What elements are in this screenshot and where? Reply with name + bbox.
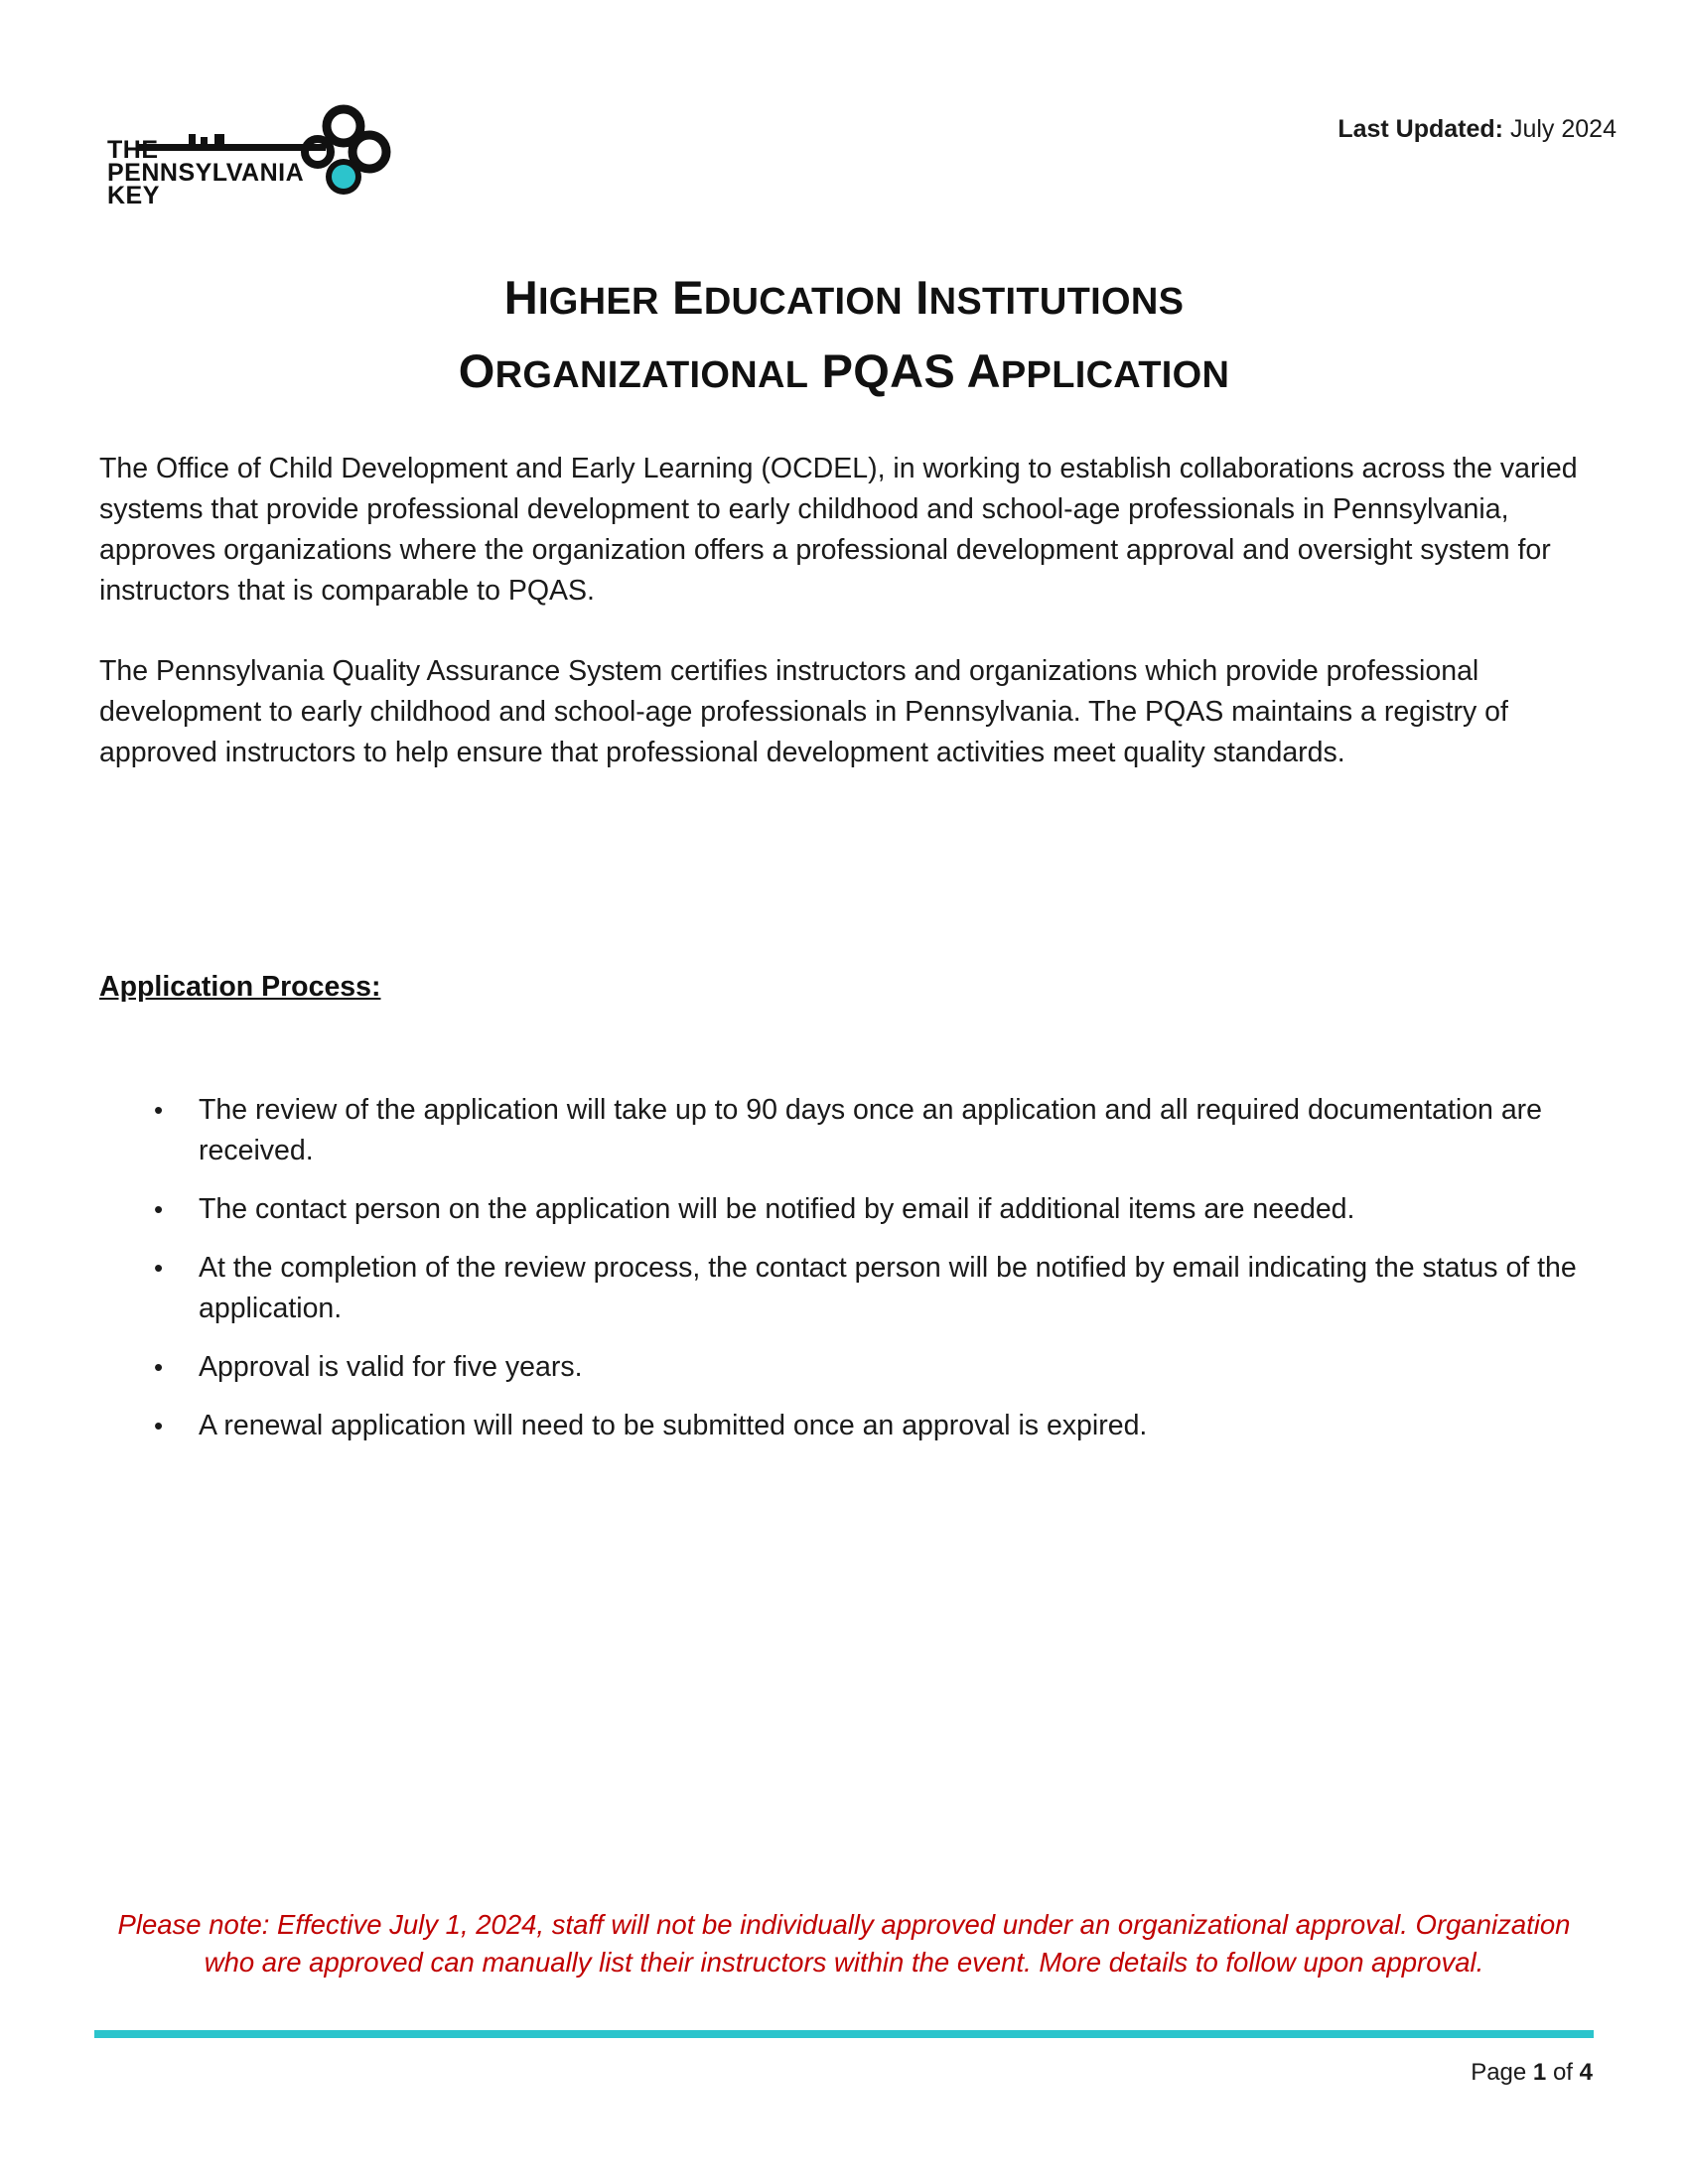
list-item	[99, 1347, 1589, 1388]
page-number	[1471, 2059, 1593, 2087]
bullet-icon: •	[154, 1352, 164, 1382]
document-title-line-2	[0, 343, 1688, 398]
intro-paragraph-2: The Pennsylvania Quality Assurance System certifies instructors and organizations which provide professional development to early childhood and school-age professionals in Pennsylvania. The PQAS maintains a registry of approved instructors to help ensure that professional development activities meet quality standards.	[99, 655, 1508, 768]
list-item	[99, 1248, 1589, 1329]
note-line-2: who are approved can manually list their instructors within the event. More details to follow upon approval.	[204, 1947, 1484, 1978]
list-item-text: The review of the application will take up to 90 days once an application and all required documentation are received.	[199, 1094, 1543, 1166]
list-item	[99, 1189, 1589, 1230]
title-word-rest: DUCATION	[703, 281, 903, 323]
please-note	[79, 1906, 1609, 1981]
title-word-cap: H	[503, 271, 538, 324]
footer-divider	[94, 2030, 1594, 2038]
last-updated	[1337, 115, 1617, 144]
note-line-1: Please note: Effective July 1, 2024, staff will not be individually approved under an organizational approval. Organization	[117, 1909, 1571, 1940]
title-word-cap: A	[966, 344, 1001, 397]
application-process-list	[99, 1090, 1589, 1464]
logo-wordmark	[107, 136, 305, 209]
title-word-cap: I	[915, 271, 929, 324]
logo-line-3: KEY	[107, 182, 160, 209]
bullet-icon: •	[154, 1095, 164, 1125]
of-word: of	[1552, 2059, 1573, 2086]
document-title-line-1	[0, 270, 1688, 325]
last-updated-value: July 2024	[1509, 115, 1617, 143]
page-word: Page	[1471, 2059, 1527, 2086]
title-word-cap: PQAS	[821, 344, 956, 397]
logo-line-2: PENNSYLVANIA	[107, 159, 305, 187]
title-word-cap: O	[458, 344, 495, 397]
list-item	[99, 1090, 1589, 1171]
title-word-rest: RGANIZATIONAL	[494, 354, 809, 396]
pennsylvania-key-logo	[107, 101, 405, 210]
list-item-text: A renewal application will need to be submitted once an approval is expired.	[199, 1410, 1148, 1441]
page-total: 4	[1579, 2059, 1593, 2086]
page-current: 1	[1532, 2059, 1547, 2086]
intro-paragraph-1: The Office of Child Development and Early Learning (OCDEL), in working to establish collaborations across the varied systems that provide professional development to early childhood and school-age professionals in Pennsylvania, approves organizations where the organization offers a professional development approval and oversight system for instructors that is comparable to PQAS.	[99, 453, 1578, 607]
list-item-text: Approval is valid for five years.	[199, 1351, 583, 1383]
application-process-heading: Application Process:	[99, 971, 381, 1003]
title-word-rest: NSTITUTIONS	[928, 281, 1185, 323]
list-item	[99, 1406, 1589, 1446]
bullet-icon: •	[154, 1411, 164, 1440]
logo-line-1: THE	[107, 136, 159, 164]
bullet-icon: •	[154, 1253, 164, 1283]
list-item-text: At the completion of the review process, the contact person will be notified by email indicating the status of the application.	[199, 1252, 1577, 1324]
title-word-cap: E	[672, 271, 704, 324]
title-word-rest: PPLICATION	[1000, 354, 1230, 396]
bullet-icon: •	[154, 1194, 164, 1224]
title-word-rest: IGHER	[537, 281, 659, 323]
last-updated-label: Last Updated:	[1337, 115, 1504, 143]
list-item-text: The contact person on the application will be notified by email if additional items are needed.	[199, 1193, 1355, 1225]
